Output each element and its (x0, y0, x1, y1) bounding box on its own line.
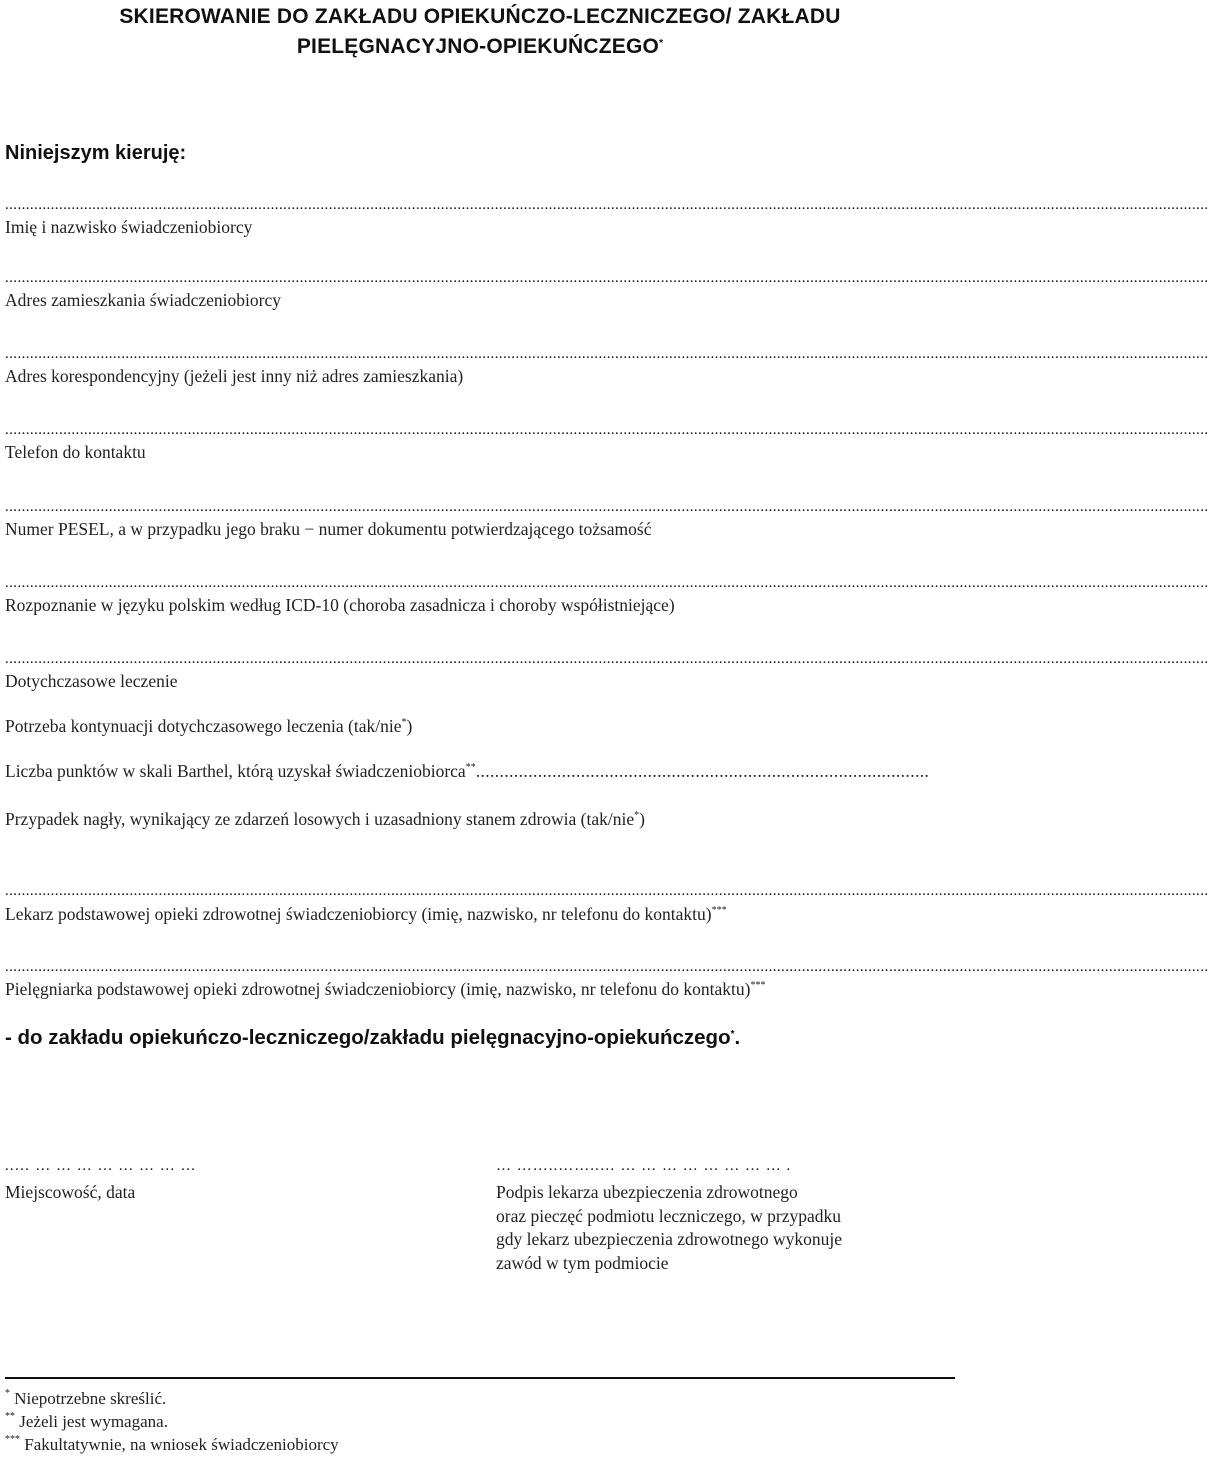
pesel-label: Numer PESEL, a w przypadku jego braku − numer dokumentu potwierdzającego tożsamość (5, 519, 652, 539)
footnote-mark: * (659, 38, 664, 49)
footnote-mark: *** (711, 905, 727, 916)
form-title-line-1: SKIEROWANIE DO ZAKŁADU OPIEKUŃCZO-LECZNICZEGO/ ZAKŁADU (119, 5, 841, 28)
footnote-text: Fakultatywnie, na wniosek świadczeniobiorcy (24, 1435, 339, 1454)
name-fill-line[interactable]: .................................................................................................................................................................................................................................................................................................. (5, 197, 1209, 213)
referral-directive (5, 1026, 740, 1050)
barthel-text: Liczba punktów w skali Barthel, którą uzyskał świadczeniobiorca (5, 761, 466, 781)
diagnosis-fill-line[interactable]: .................................................................................................................................................................................................................................................................................................. (5, 575, 1209, 591)
footnote (5, 1412, 168, 1432)
barthel-label (5, 761, 929, 782)
doctor-text: Lekarz podstawowej opieki zdrowotnej świadczeniobiorcy (imię, nazwisko, nr telefonu do kontaktu) (5, 904, 712, 924)
signature-caption-line: Podpis lekarza ubezpieczenia zdrowotnego (496, 1182, 798, 1202)
doctor-fill-line[interactable]: .................................................................................................................................................................................................................................................................................................. (5, 883, 1209, 899)
footnote-mark: *** (5, 1434, 20, 1445)
pesel-fill-line[interactable]: .................................................................................................................................................................................................................................................................................................. (5, 499, 1209, 515)
footnote-mark: * (401, 717, 407, 728)
footnote (5, 1389, 166, 1409)
address-label: Adres zamieszkania świadczeniobiorcy (5, 290, 281, 310)
footnote-mark: ** (5, 1411, 15, 1422)
phone-label: Telefon do kontaktu (5, 442, 146, 462)
address-fill-line[interactable]: .................................................................................................................................................................................................................................................................................................. (5, 270, 1209, 286)
emergency-text: Przypadek nagły, wynikający ze zdarzeń losowych i uzasadniony stanem zdrowia (tak/nie (5, 809, 635, 829)
diagnosis-label: Rozpoznanie w języku polskim według ICD-10 (choroba zasadnicza i choroby współistniejące) (5, 595, 675, 615)
phone-fill-line[interactable]: .................................................................................................................................................................................................................................................................................................. (5, 422, 1209, 438)
footnote-text: Niepotrzebne skreślić. (14, 1389, 167, 1408)
referral-directive-text: - do zakładu opiekuńczo-leczniczego/zakładu pielęgnacyjno-opiekuńczego (5, 1026, 731, 1049)
form-title-line-2 (0, 32, 960, 62)
emergency-label (5, 809, 645, 830)
signature-caption-line: gdy lekarz ubezpieczenia zdrowotnego wykonuje (496, 1229, 842, 1249)
nurse-text: Pielęgniarka podstawowej opieki zdrowotnej świadczeniobiorcy (imię, nazwisko, nr telefonu do kontaktu) (5, 979, 751, 999)
nurse-fill-line[interactable]: .................................................................................................................................................................................................................................................................................................. (5, 959, 1209, 975)
footnote (5, 1435, 339, 1455)
treatment-label: Dotychczasowe leczenie (5, 671, 178, 691)
signature-caption-line: oraz pieczęć podmiotu leczniczego, w przypadku (496, 1205, 841, 1226)
footnote-mark: * (5, 1388, 10, 1399)
continuation-end: ) (406, 716, 413, 736)
footnote-text: Jeżeli jest wymagana. (19, 1412, 168, 1431)
form-title-line-2-text: PIELĘGNACYJNO-OPIEKUŃCZEGO (296, 35, 660, 58)
footnote-mark: *** (750, 980, 766, 991)
continuation-text: Potrzeba kontynuacji dotychczasowego leczenia (tak/nie (5, 716, 402, 736)
footnote-mark: ** (465, 762, 476, 773)
correspondence-label: Adres korespondencyjny (jeżeli jest inny niż adres zamieszkania) (5, 366, 464, 386)
continuation-label (5, 716, 412, 737)
signature-caption (496, 1181, 842, 1275)
correspondence-fill-line[interactable]: .................................................................................................................................................................................................................................................................................................. (5, 346, 1209, 362)
footnote-mark: * (730, 1029, 735, 1040)
name-label: Imię i nazwisko świadczeniobiorcy (5, 217, 253, 237)
place-date-fill-line[interactable]: ..… … … … … … … … … (5, 1158, 197, 1174)
signature-fill-line[interactable]: … ……..……..… … … … … … … … … . (496, 1158, 792, 1174)
place-date-caption: Miejscowość, data (5, 1182, 136, 1202)
treatment-fill-line[interactable]: .................................................................................................................................................................................................................................................................................................. (5, 651, 1209, 667)
referral-directive-end: . (734, 1026, 741, 1049)
section-heading: Niniejszym kieruję: (5, 142, 187, 164)
barthel-fill-line[interactable]: ............................................................................................... (475, 761, 930, 781)
signature-caption-line: zawód w tym podmiocie (496, 1252, 669, 1273)
nurse-label (5, 979, 766, 1000)
footnote-mark: * (634, 810, 640, 821)
emergency-end: ) (639, 809, 645, 829)
doctor-label (5, 904, 727, 925)
footnote-divider (5, 1377, 955, 1379)
